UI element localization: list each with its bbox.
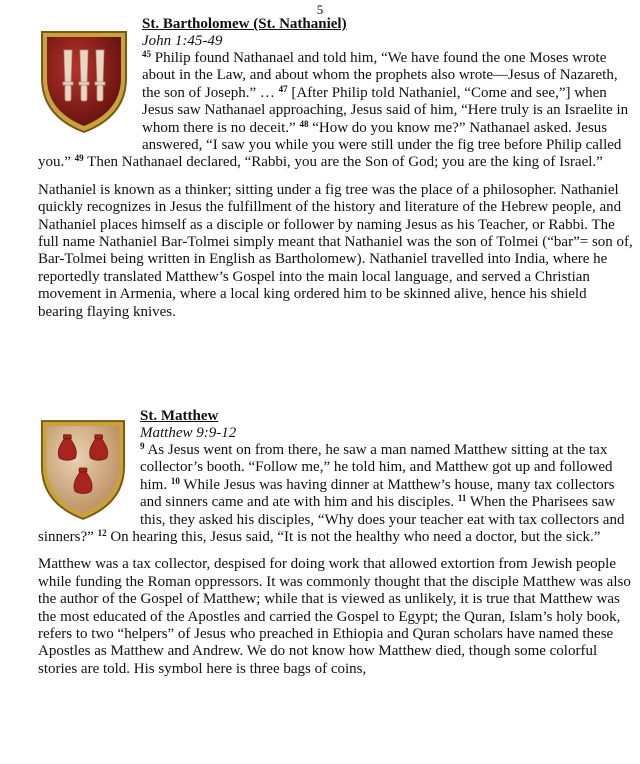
- verse-number: 48: [299, 118, 309, 129]
- page-number: 5: [316, 2, 324, 17]
- commentary-paragraph: Nathaniel is known as a thinker; sitting under a fig tree was the place of a philosopher. Nathaniel quickly recognizes in Jesus the fulfillment of the history and literature of the Hebrew people, and Nathaniel places himself as a disciple or follower by naming Jesus as his Teacher, or Rabbi. The full name Nathaniel Bar-Tolmei simply meant that Nathaniel was the son of Tolmei (“bar”= son of, Bar-Tolmei being written in English as Bartholomew). Nathaniel travelled into India, where he reportedly translated Matthew’s Gospel into the main local language, and served a Christian movement in Armenia, where a local king ordered him to be skinned alive, hence his shield bearing flaying knives.: [38, 181, 633, 320]
- verse-text: [After Philip told Nathaniel, “Come and see,”] when Jesus saw Nathanael approaching, Jesus said of him, “Here truly is an Israelite in whom there is no deceit.”: [142, 84, 629, 136]
- verse-number: 47: [278, 83, 288, 94]
- section-bartholomew: [38, 16, 634, 321]
- section-title: St. Matthew: [140, 408, 219, 424]
- knives-shield-icon: [38, 26, 130, 136]
- verse-text: “How do you know me?” Nathanael asked. Jesus answered, “I saw you while you were still under the fig tree before Philip called you.”: [38, 119, 622, 171]
- verse-number: 49: [74, 153, 84, 164]
- verse-text: Then Nathanael declared, “Rabbi, you are the Son of God; you are the king of Israel.”: [87, 154, 603, 171]
- verse-text: While Jesus was having dinner at Matthew’s house, many tax collectors and sinners came and ate with him and his disciples.: [140, 476, 615, 511]
- verse-number: 12: [97, 528, 107, 539]
- verse-number: 11: [457, 493, 467, 504]
- scripture-reference: John 1:45-49: [142, 33, 223, 49]
- verse-text: As Jesus went on from there, he saw a man named Matthew sitting at the tax collector’s booth. “Follow me,” he told him, and Matthew got up and followed him.: [140, 442, 613, 493]
- verse-number: 10: [170, 475, 180, 486]
- verse-number: 9: [140, 441, 145, 451]
- scripture-reference: Matthew 9:9-12: [140, 425, 237, 441]
- section-matthew: [38, 408, 634, 678]
- verse-text: On hearing this, Jesus said, “It is not the healthy who need a doctor, but the sick.”: [110, 529, 601, 546]
- money-bags-shield-icon: [38, 414, 128, 524]
- verse-text: When the Pharisees saw this, they asked his disciples, “Why does your teacher eat with tax collectors and sinners?”: [38, 494, 625, 546]
- commentary-paragraph: Matthew was a tax collector, despised for doing work that allowed extortion from Jewish people while funding the Roman oppressors. It was commonly thought that the disciple Matthew was also the author of the Gospel of Matthew; while that is viewed as unlikely, it is true that Matthew was the most educated of the Apostles and carried the Gospel to Egypt; the Quran, Islam’s holy book, refers to two “helpers” of Jesus who preached in Ethiopia and Quran scholars have named these Apostles as Matthew and Andrew. We do not know how Matthew died, though some colorful stories are told. His symbol here is three bags of coins,: [38, 556, 631, 677]
- verse-text: Philip found Nathanael and told him, “We have found the one Moses wrote about in the Law, and about whom the prophets also wrote—Jesus of Nazareth, the son of Joseph.” …: [142, 50, 618, 101]
- section-title: St. Bartholomew (St. Nathaniel): [142, 16, 347, 32]
- verse-number: 45: [142, 49, 151, 59]
